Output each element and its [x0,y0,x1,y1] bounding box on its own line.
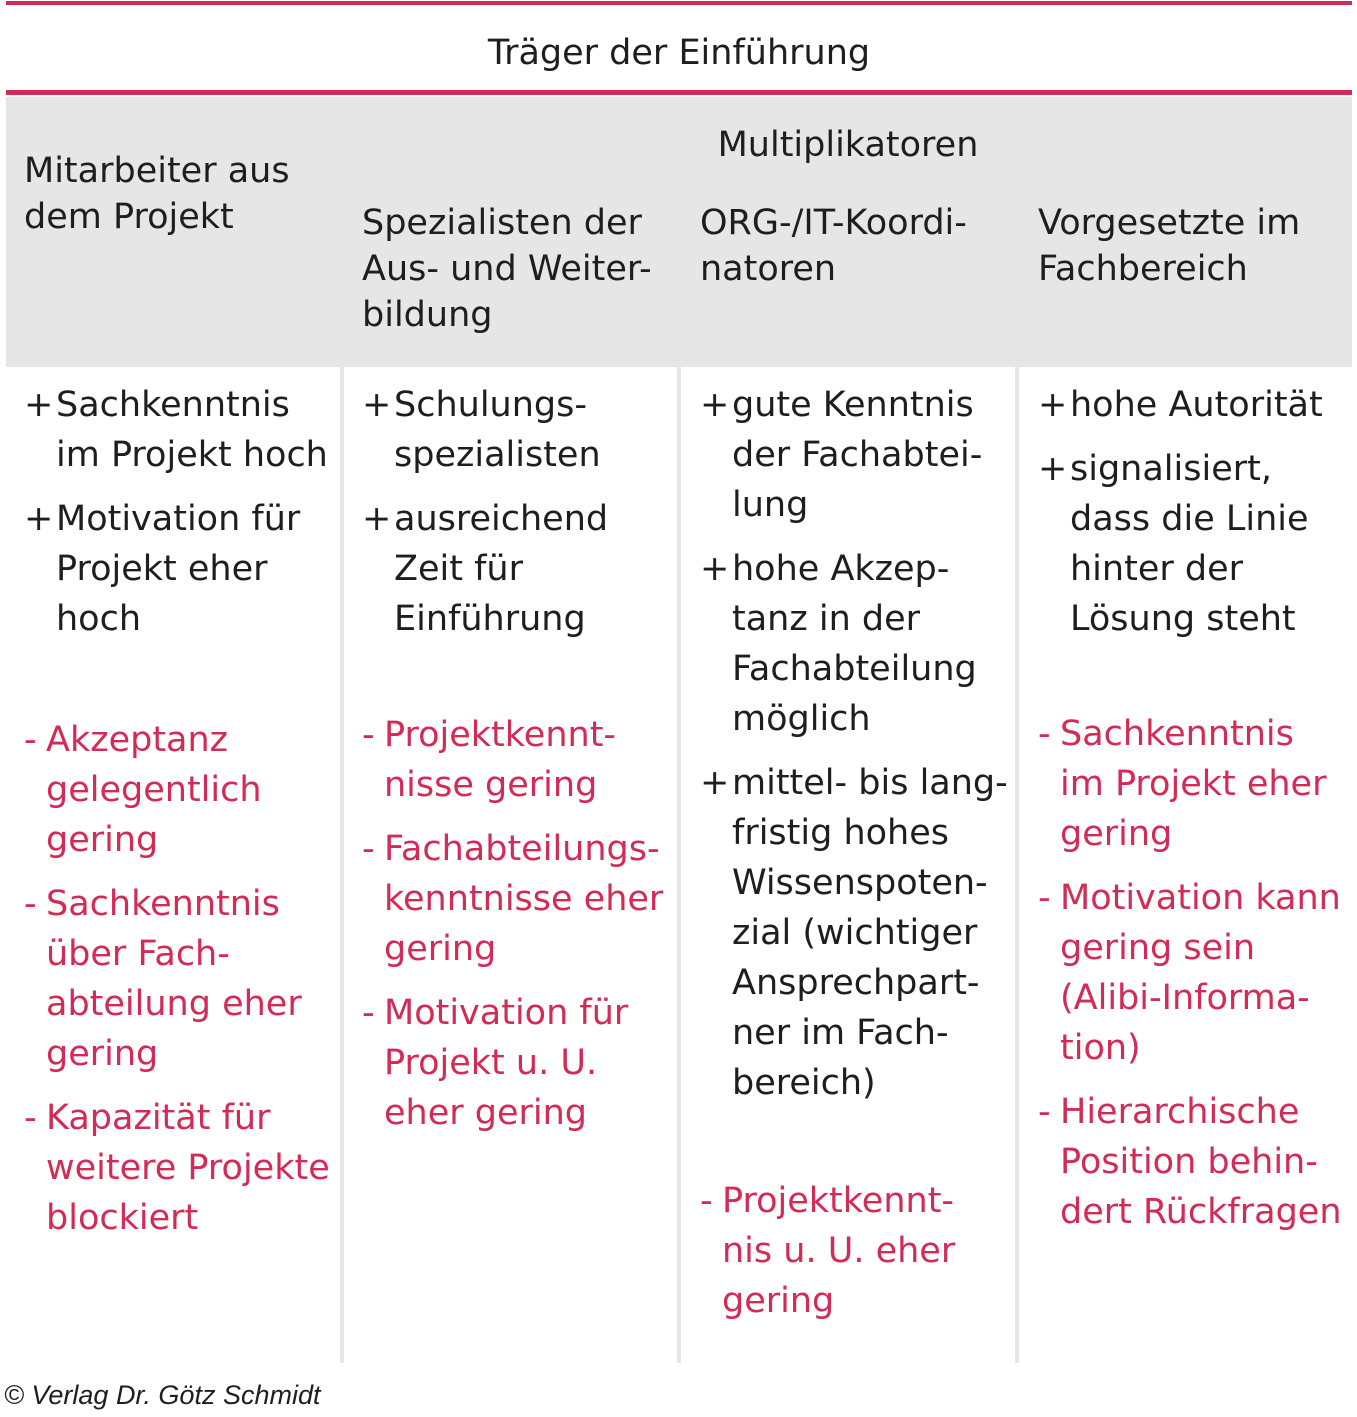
plus-icon: + [24,385,54,425]
minus-icon: - [1038,714,1051,754]
pro-list [362,380,672,644]
pro-list [24,380,336,644]
con-list [700,1176,1012,1326]
table-title: Träger der Einführung [487,33,871,73]
column-divider [677,183,681,1363]
minus-icon: - [362,993,375,1033]
title-rule [6,90,1352,95]
plus-icon: + [362,385,392,425]
column-header: Vorgesetzte im Fachbereich [1038,203,1301,289]
minus-icon: - [700,1181,713,1221]
minus-icon: - [1038,878,1051,918]
con-item: - Motivation kann gering sein (Alibi-Informa- tion) [1038,873,1354,1073]
group-header-label: Multiplikatoren [717,125,979,165]
minus-icon: - [24,720,37,760]
pro-item: + signalisiert, dass die Linie hinter der Lösung steht [1038,444,1352,644]
pro-item: + Sachkenntnis im Projekt hoch [24,380,336,480]
con-item: - Fachabteilungs- kenntnisse eher gering [362,824,672,974]
pro-item: + ausreichend Zeit für Einführung [362,494,672,644]
copyright-notice: © Verlag Dr. Götz Schmidt [4,1380,321,1410]
plus-icon: + [24,499,54,539]
plus-icon: + [1038,449,1068,489]
column-divider [340,97,344,1363]
minus-icon: - [24,884,37,924]
pro-item: + Schulungs- spezialisten [362,380,672,480]
pro-item: + mittel- bis lang- fristig hohes Wissenspoten- zial (wichtiger Ansprechpart- ner im Fach- bereich) [700,758,1012,1108]
con-item: - Projektkennt- nisse gering [362,710,672,810]
con-item: - Sachkenntnis über Fach- abteilung eher gering [24,879,336,1079]
column-header: Mitarbeiter aus dem Projekt [24,151,290,237]
column-divider [1015,183,1019,1363]
con-item: - Sachkenntnis im Projekt eher gering [1038,709,1354,859]
con-list [24,715,336,1243]
minus-icon: - [362,829,375,869]
plus-icon: + [1038,385,1068,425]
pro-item: + gute Kenntnis der Fachabtei- lung [700,380,1012,530]
column-header: Spezialisten der Aus- und Weiter- bildung [362,203,652,335]
pro-item: + hohe Autorität [1038,380,1352,430]
pro-item: + Motivation für Projekt eher hoch [24,494,336,644]
con-item: - Kapazität für weitere Projekte blockiert [24,1093,336,1243]
minus-icon: - [362,715,375,755]
column-header: ORG-/IT-Koordi- natoren [700,203,967,289]
con-item: - Motivation für Projekt u. U. eher gering [362,988,672,1138]
minus-icon: - [1038,1092,1051,1132]
plus-icon: + [700,763,730,803]
con-item: - Hierarchische Position behin- dert Rückfragen [1038,1087,1354,1237]
plus-icon: + [362,499,392,539]
pro-item: + hohe Akzep- tanz in der Fachabteilung möglich [700,544,1012,744]
con-list [1038,709,1354,1237]
pro-list [1038,380,1352,644]
con-item: - Akzeptanz gelegentlich gering [24,715,336,865]
con-item: - Projektkennt- nis u. U. eher gering [700,1176,1012,1326]
top-rule [6,1,1352,5]
pro-list [700,380,1012,1108]
minus-icon: - [24,1098,37,1138]
con-list [362,710,672,1138]
plus-icon: + [700,549,730,589]
plus-icon: + [700,385,730,425]
